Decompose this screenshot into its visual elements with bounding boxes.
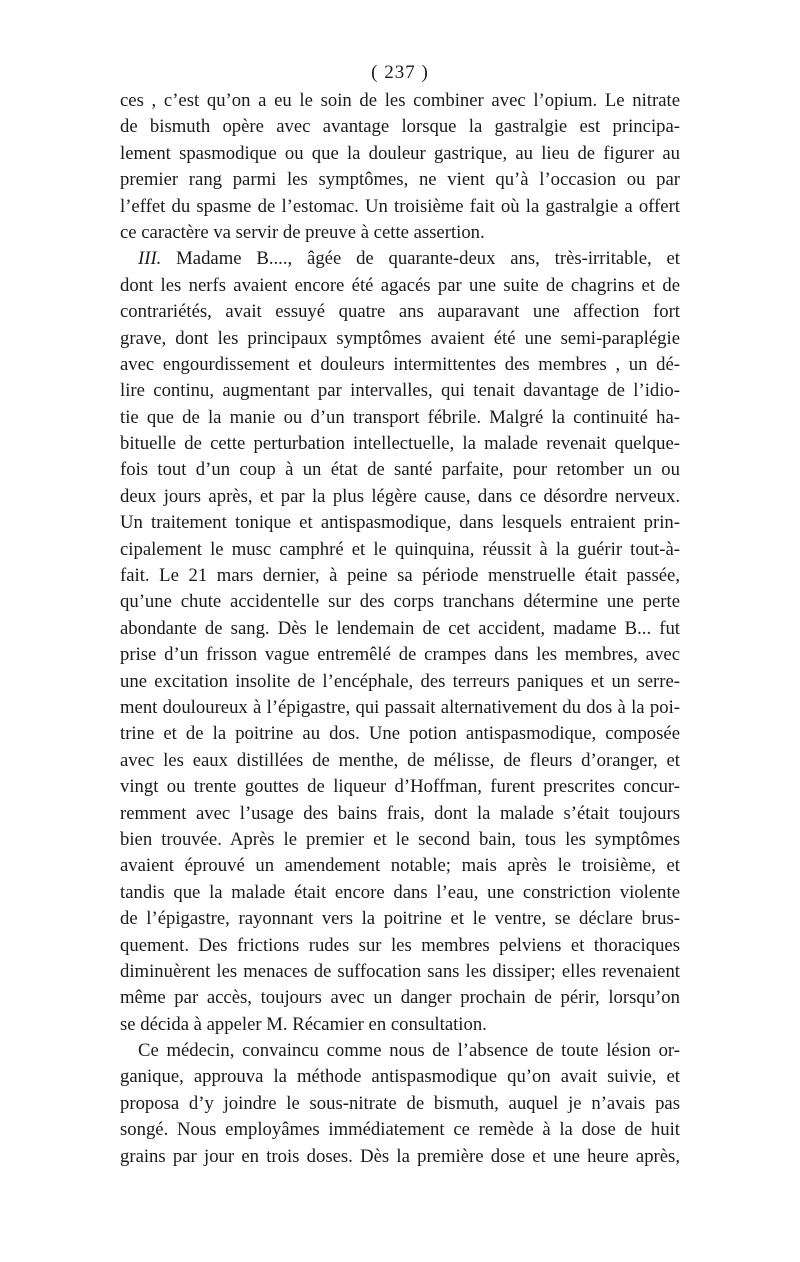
text-line: lire continu, augmentant par intervalles, qui tenait davantage de l’idio- xyxy=(120,380,680,402)
text-line: tie que de la manie ou d’un transport fébrile. Malgré la continuité ha- xyxy=(120,406,680,428)
text-line: songé. Nous employâmes immédiatement ce remède à la dose de huit xyxy=(120,1119,680,1141)
text-line: tandis que la malade était encore dans l’eau, une constriction violente xyxy=(120,881,680,903)
text-line: vingt ou trente gouttes de liqueur d’Hoffman, furent prescrites concur- xyxy=(120,776,680,798)
text-line: diminuèrent les menaces de suffocation sans les dissiper; elles revenaient xyxy=(120,960,680,982)
page-number: ( 237 ) xyxy=(371,62,429,83)
text-line: Ce médecin, convaincu comme nous de l’absence de toute lésion or- xyxy=(138,1040,680,1062)
text-line: l’effet du spasme de l’estomac. Un troisième fait où la gastralgie a offert xyxy=(120,195,680,217)
text-line: de l’épigastre, rayonnant vers la poitrine et le ventre, se déclare brus- xyxy=(120,908,680,930)
text-line: contrariétés, avait essuyé quatre ans auparavant une affection fort xyxy=(120,301,680,323)
text-line: de bismuth opère avec avantage lorsque la gastralgie est principa- xyxy=(120,116,680,138)
text-line: une excitation insolite de l’encéphale, des terreurs paniques et un serre- xyxy=(120,670,680,692)
text-line: avaient éprouvé un amendement notable; mais après le troisième, et xyxy=(120,855,680,877)
text-line: ganique, approuva la méthode antispasmodique qu’on avait suivie, et xyxy=(120,1066,680,1088)
text-line: prise d’un frisson vague entremêlé de crampes dans les membres, avec xyxy=(120,644,680,666)
text-line: premier rang parmi les symptômes, ne vient qu’à l’occasion ou par xyxy=(120,169,680,191)
text-line: cipalement le musc camphré et le quinquina, réussit à la guérir tout-à- xyxy=(120,538,680,560)
text-line-rest: Madame B...., âgée de quarante-deux ans, très-irritable, et xyxy=(161,248,680,270)
text-line: fois tout d’un coup à un état de santé parfaite, pour retomber un ou xyxy=(120,459,680,481)
text-line: avec les eaux distillées de menthe, de mélisse, de fleurs d’oranger, et xyxy=(120,749,680,771)
text-line: proposa d’y joindre le sous-nitrate de bismuth, auquel je n’avais pas xyxy=(120,1092,680,1114)
text-line: se décida à appeler M. Récamier en consultation. xyxy=(120,1013,487,1035)
text-line: deux jours après, et par la plus légère cause, dans ce désordre nerveux. xyxy=(120,485,680,507)
text-line: quement. Des frictions rudes sur les membres pelviens et thoraciques xyxy=(120,934,680,956)
text-line: fait. Le 21 mars dernier, à peine sa période menstruelle était passée, xyxy=(120,565,680,587)
text-line: abondante de sang. Dès le lendemain de cet accident, madame B... fut xyxy=(120,617,680,639)
text-line: lement spasmodique ou que la douleur gastrique, au lieu de figurer au xyxy=(120,142,680,164)
text-line: dont les nerfs avaient encore été agacés par une suite de chagrins et de xyxy=(120,274,680,296)
text-line: remment avec l’usage des bains frais, dont la malade s’était toujours xyxy=(120,802,680,824)
text-line: grave, dont les principaux symptômes avaient été une semi-paraplégie xyxy=(120,327,680,349)
text-line: avec engourdissement et douleurs intermittentes des membres , un dé- xyxy=(120,353,680,375)
book-page xyxy=(120,58,680,1170)
text-line: bituelle de cette perturbation intellectuelle, la malade revenait quelque- xyxy=(120,433,680,455)
text-line: Un traitement tonique et antispasmodique, dans lesquels entraient prin- xyxy=(120,512,680,534)
text-line: bien trouvée. Après le premier et le second bain, tous les symptômes xyxy=(120,828,680,850)
text-line: grains par jour en trois doses. Dès la première dose et une heure après, xyxy=(120,1145,680,1167)
text-line xyxy=(120,246,680,272)
paragraph-1 xyxy=(120,88,680,246)
text-line: ce caractère va servir de preuve à cette assertion. xyxy=(120,221,485,243)
text-line: même par accès, toujours avec un danger prochain de périr, lorsqu’on xyxy=(120,987,680,1009)
paragraph-3 xyxy=(120,1038,680,1170)
text-line: qu’une chute accidentelle sur des corps tranchans détermine une perte xyxy=(120,591,680,613)
case-number: III. xyxy=(138,248,162,270)
text-line: ces , c’est qu’on a eu le soin de les combiner avec l’opium. Le nitrate xyxy=(120,90,680,111)
paragraph-2 xyxy=(120,246,680,1038)
text-line: ment douloureux à l’épigastre, qui passait alternativement du dos à la poi- xyxy=(120,696,680,718)
body-text xyxy=(120,88,680,1170)
text-line: trine et de la poitrine au dos. Une potion antispasmodique, composée xyxy=(120,723,680,745)
